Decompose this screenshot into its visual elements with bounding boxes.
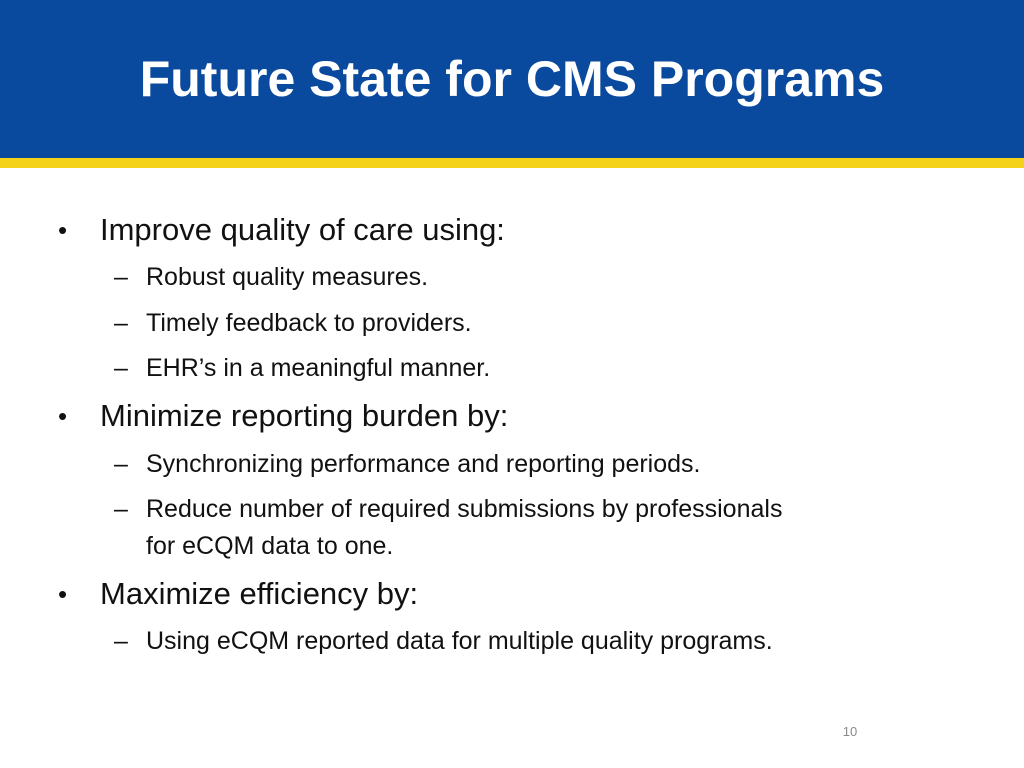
dash-marker: – <box>114 263 128 291</box>
bullet-text: Minimize reporting burden by: <box>100 398 509 433</box>
bullet-marker: • <box>58 215 68 245</box>
dash-marker: – <box>114 627 128 655</box>
sub-bullet-text: Synchronizing performance and reporting periods. <box>146 450 701 478</box>
bullet-marker: • <box>58 579 68 609</box>
dash-marker: – <box>114 450 128 478</box>
bullet-text: Maximize efficiency by: <box>100 576 419 611</box>
slide-title: Future State for CMS Programs <box>139 51 885 107</box>
dash-marker: – <box>114 309 128 337</box>
dash-marker: – <box>114 495 128 523</box>
bullet-text: Improve quality of care using: <box>100 212 505 247</box>
sub-bullet-text-continuation: for eCQM data to one. <box>146 532 394 560</box>
sub-bullet-text: Timely feedback to providers. <box>146 309 472 337</box>
sub-bullet-text: Using eCQM reported data for multiple quality programs. <box>146 627 773 655</box>
bullet-marker: • <box>58 401 68 431</box>
dash-marker: – <box>114 354 128 382</box>
sub-bullet-text: Reduce number of required submissions by professionals <box>146 495 783 523</box>
page-number: 10 <box>842 724 858 739</box>
sub-bullet-text: Robust quality measures. <box>146 263 429 291</box>
sub-bullet-text: EHR’s in a meaningful manner. <box>146 354 491 382</box>
